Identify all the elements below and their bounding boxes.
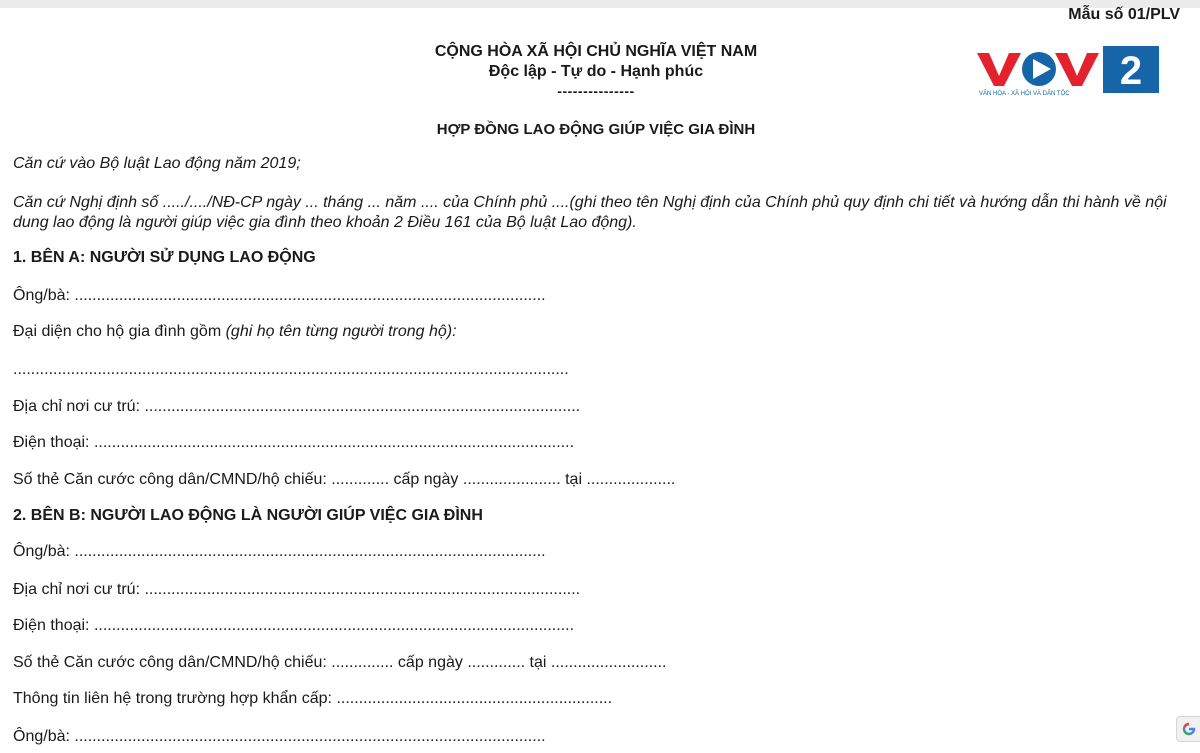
party-a-address-field: Địa chỉ nơi cư trú: ..................................................................................................	[13, 398, 581, 415]
party-b-heading: 2. BÊN B: NGƯỜI LAO ĐỘNG LÀ NGƯỜI GIÚP VIỆC GIA ĐÌNH	[13, 507, 483, 524]
national-title: CỘNG HÒA XÃ HỘI CHỦ NGHĨA VIỆT NAM	[434, 43, 758, 60]
party-b-name-field: Ông/bà: ..........................................................................................................	[13, 543, 546, 560]
google-g-icon	[1181, 721, 1197, 737]
party-a-id-field: Số thẻ Căn cước công dân/CMND/hộ chiếu: ............. cấp ngày ...................... tại ....................	[13, 471, 676, 488]
party-a-phone-field: Điện thoại: ............................................................................................................	[13, 434, 575, 451]
party-a-representative-note: (ghi họ tên từng người trong hộ):	[225, 323, 457, 340]
logo-letter-v2	[1055, 53, 1099, 86]
party-a-representative-label: Đại diện cho hộ gia đình gồm	[13, 323, 226, 340]
party-b-phone-field: Điện thoại: ............................................................................................................	[13, 617, 575, 634]
party-b-emergency-name-field: Ông/bà: ..........................................................................................................	[13, 728, 546, 745]
party-b-address-field: Địa chỉ nơi cư trú: ..................................................................................................	[13, 581, 581, 598]
preamble-law: Căn cứ vào Bộ luật Lao động năm 2019;	[13, 155, 301, 172]
google-translate-badge[interactable]	[1176, 716, 1200, 742]
logo-tagline: VĂN HÓA - XÃ HỘI VÀ DÂN TỘC	[979, 91, 1070, 97]
party-a-representative-blank: .............................................................................................................................	[13, 361, 569, 378]
party-b-emergency-contact: Thông tin liên hệ trong trường hợp khẩn cấp: ..............................................................	[13, 690, 613, 707]
logo-letter-v1	[977, 53, 1021, 86]
party-a-heading: 1. BÊN A: NGƯỜI SỬ DỤNG LAO ĐỘNG	[13, 249, 316, 266]
vov2-logo	[975, 46, 1161, 98]
preamble-decree: Căn cứ Nghị định số ...../..../NĐ-CP ngày ... tháng ... năm .... của Chính phủ ....(ghi theo tên Nghị định của Chính phủ quy định chi tiết và hướng dẫn thi hành về nội dung lao động là người giúp việc gia đình theo khoản 2 Điều 161 của Bộ luật Lao động).	[13, 194, 1167, 231]
form-number: Mẫu số 01/PLV	[1068, 6, 1180, 23]
party-a-name-field: Ông/bà: ..........................................................................................................	[13, 287, 546, 304]
logo-number: 2	[1119, 49, 1143, 93]
page-top-edge	[0, 0, 1200, 8]
party-a-representative	[13, 323, 457, 341]
document-title: HỢP ĐỒNG LAO ĐỘNG GIÚP VIỆC GIA ĐÌNH	[436, 121, 756, 138]
header-divider: ---------------	[557, 83, 635, 99]
national-motto: Độc lập - Tự do - Hạnh phúc	[488, 63, 704, 80]
party-b-id-field: Số thẻ Căn cước công dân/CMND/hộ chiếu: .............. cấp ngày ............. tại ..........................	[13, 654, 667, 671]
